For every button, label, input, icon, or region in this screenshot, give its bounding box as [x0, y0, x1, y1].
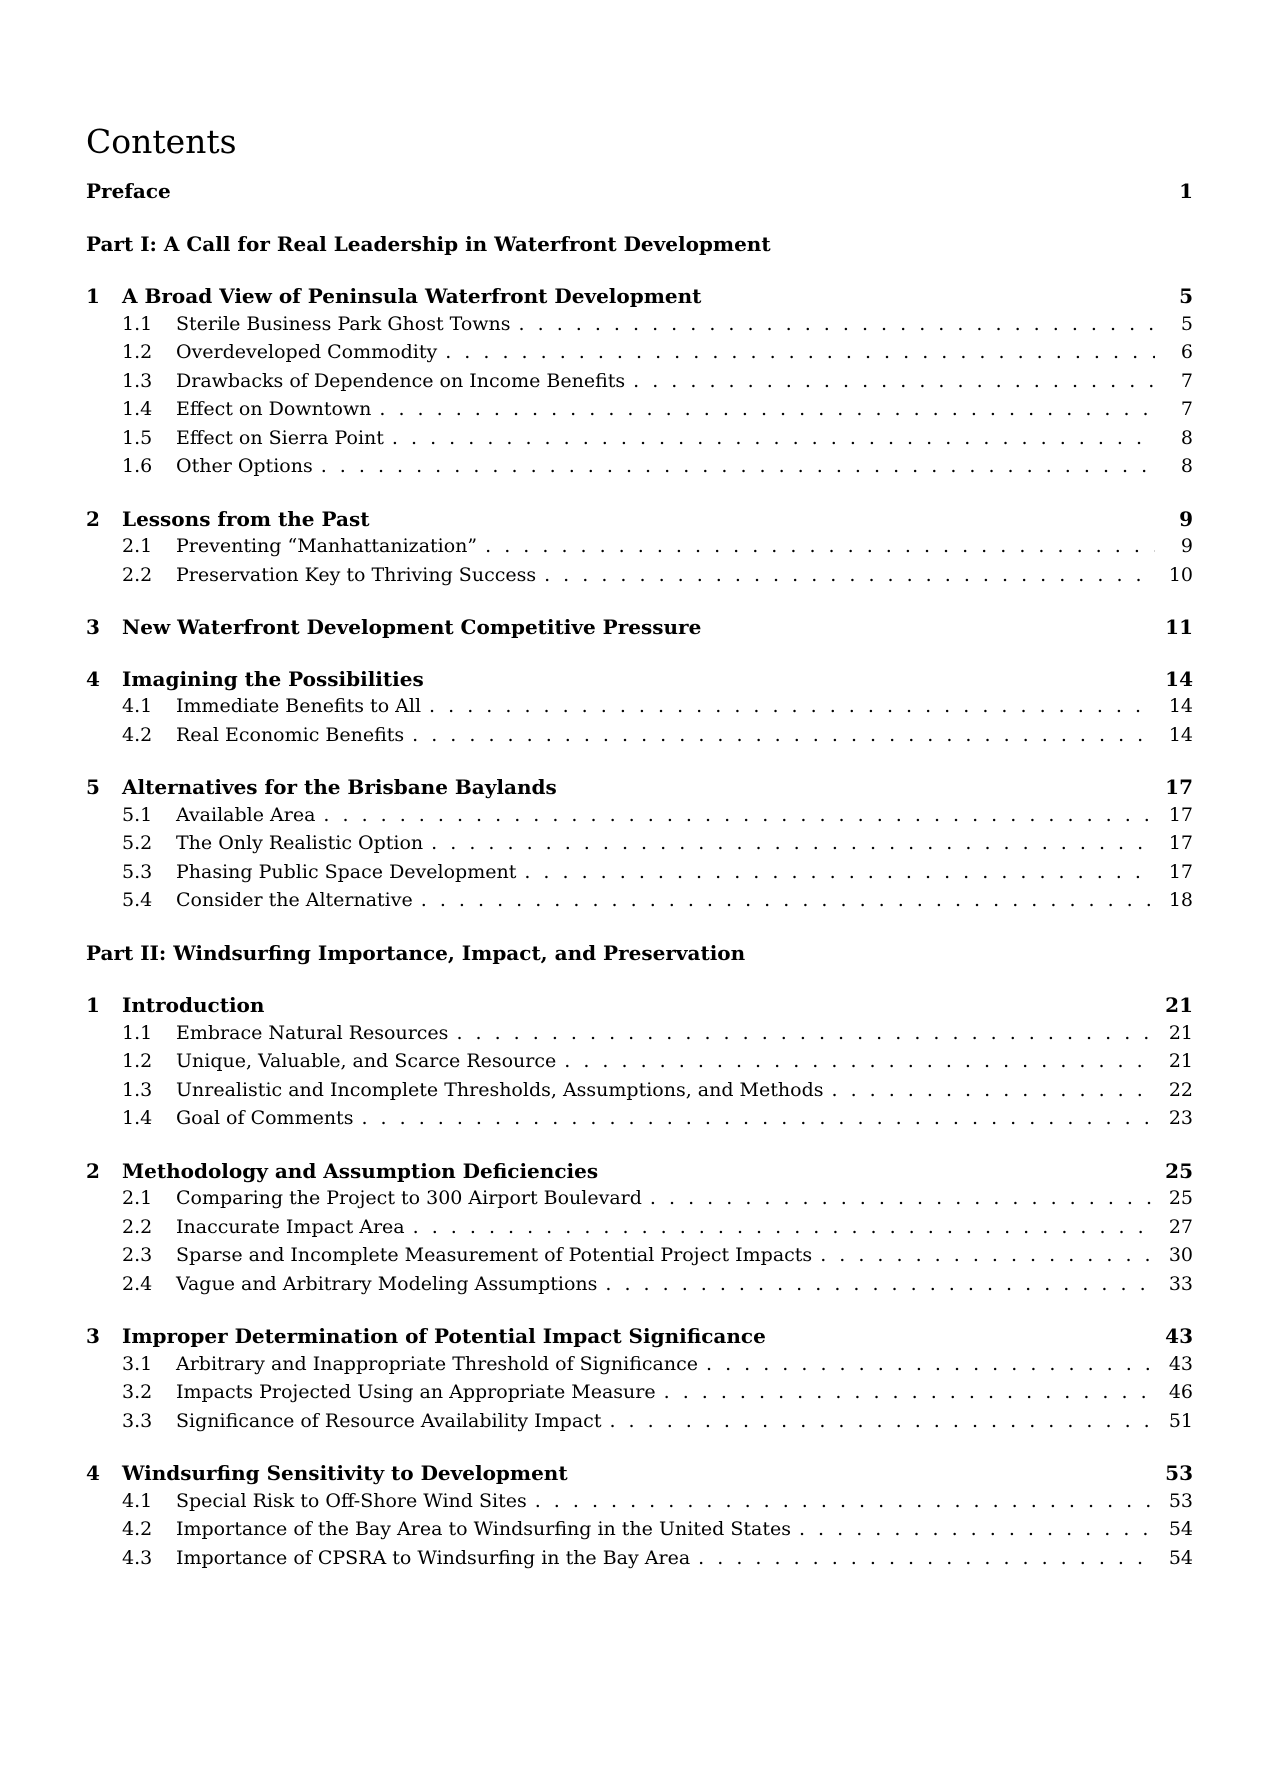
dot-leaders: [820, 1244, 1155, 1266]
chapter-title: New Waterfront Development Competitive Pressure: [122, 615, 702, 639]
section-page: 23: [1168, 1107, 1193, 1129]
section-page: 53: [1168, 1489, 1193, 1512]
toc-section-entry[interactable]: [86, 1107, 1193, 1136]
section-title: Unrealistic and Incomplete Thresholds, Assumptions, and Methods: [176, 1078, 824, 1101]
section-title: Goal of Comments: [176, 1107, 354, 1129]
toc-section-entry[interactable]: [86, 427, 1193, 456]
section-number: 1.1: [122, 1021, 153, 1044]
section-title: Preservation Key to Thriving Success: [176, 563, 537, 586]
section-title: Consider the Alternative: [176, 889, 413, 911]
section-number: 2.1: [122, 1187, 153, 1209]
section-title: Preventing “Manhattanization”: [176, 535, 478, 557]
section-number: 3.1: [122, 1352, 153, 1375]
section-page: 46: [1168, 1381, 1193, 1403]
chapter-page: 25: [1165, 1158, 1193, 1183]
preface-page: 1: [1179, 179, 1193, 203]
toc-section-entry[interactable]: [86, 1353, 1193, 1382]
toc-section-entry[interactable]: [86, 341, 1193, 370]
section-page: 43: [1168, 1352, 1193, 1375]
chapter-number: 1: [86, 284, 100, 308]
part1-heading[interactable]: [86, 232, 1193, 261]
chapter-title: Windsurfing Sensitivity to Development: [122, 1461, 568, 1485]
dot-leaders: [519, 313, 1155, 335]
toc-section-entry[interactable]: [86, 455, 1193, 484]
dot-leaders: [605, 1273, 1155, 1295]
dot-leaders: [535, 1490, 1155, 1512]
chapter-number: 4: [86, 1461, 100, 1485]
toc-section-entry[interactable]: [86, 695, 1193, 724]
section-title: Comparing the Project to 300 Airport Boulevard: [176, 1187, 642, 1209]
section-number: 2.3: [122, 1244, 153, 1266]
chapter-page: 17: [1165, 775, 1193, 799]
chapter-number: 4: [86, 666, 100, 691]
dot-leaders: [544, 564, 1155, 586]
chapter-title: Improper Determination of Potential Impact Significance: [122, 1324, 766, 1348]
section-page: 27: [1168, 1215, 1193, 1238]
section-page: 6: [1180, 341, 1193, 363]
section-page: 14: [1168, 695, 1193, 717]
chapter-number: 1: [86, 993, 100, 1017]
section-page: 51: [1168, 1409, 1193, 1432]
toc-chapter-entry[interactable]: [86, 284, 1193, 313]
chapter-page: 14: [1165, 666, 1193, 691]
section-page: 9: [1180, 535, 1193, 557]
toc-section-entry[interactable]: [86, 1547, 1193, 1576]
section-title: Importance of CPSRA to Windsurfing in the Bay Area: [176, 1546, 691, 1569]
section-page: 33: [1168, 1272, 1193, 1295]
section-title: Inaccurate Impact Area: [176, 1215, 405, 1238]
section-page: 21: [1168, 1021, 1193, 1044]
section-number: 1.1: [122, 312, 153, 335]
section-title: Sparse and Incomplete Measurement of Potential Project Impacts: [176, 1244, 813, 1266]
section-page: 30: [1168, 1244, 1193, 1266]
section-number: 1.4: [122, 398, 153, 420]
part2-title: Part II: Windsurfing Importance, Impact, and Preservation: [86, 940, 746, 965]
section-title: Embrace Natural Resources: [176, 1021, 449, 1044]
section-number: 1.4: [122, 1107, 153, 1129]
section-number: 4.3: [122, 1546, 153, 1569]
section-page: 54: [1168, 1518, 1193, 1540]
part1-title: Part I: A Call for Real Leadership in Waterfront Development: [86, 231, 771, 256]
dot-leaders: [524, 861, 1155, 883]
chapter-title: Imagining the Possibilities: [122, 666, 424, 691]
section-title: Effect on Downtown: [176, 398, 372, 420]
toc-section-entry[interactable]: [86, 1216, 1193, 1245]
toc-chapter-entry[interactable]: [86, 1159, 1193, 1188]
chapter-number: 5: [86, 775, 100, 799]
section-title: Drawbacks of Dependence on Income Benefits: [176, 369, 626, 392]
section-page: 7: [1180, 398, 1193, 420]
toc-chapter-entry[interactable]: [86, 615, 1193, 644]
dot-leaders: [429, 695, 1155, 717]
dot-leaders: [633, 370, 1155, 392]
chapter-number: 3: [86, 615, 100, 639]
dot-leaders: [831, 1079, 1155, 1101]
section-page: 17: [1168, 832, 1193, 854]
section-title: Vague and Arbitrary Modeling Assumptions: [176, 1272, 598, 1295]
section-number: 1.5: [122, 426, 153, 449]
toc-section-entry[interactable]: [86, 889, 1193, 918]
part2-chapters: [86, 993, 1193, 1598]
section-page: 54: [1168, 1546, 1193, 1569]
section-number: 5.1: [122, 803, 153, 826]
section-page: 17: [1168, 803, 1193, 826]
section-page: 5: [1180, 312, 1193, 335]
table-of-contents: [86, 122, 1193, 1598]
toc-chapter-entry[interactable]: [86, 775, 1193, 804]
section-title: Available Area: [176, 803, 316, 826]
section-number: 2.2: [122, 1215, 153, 1238]
section-title: Phasing Public Space Development: [176, 860, 517, 883]
section-number: 1.2: [122, 1050, 153, 1072]
section-page: 21: [1168, 1050, 1193, 1072]
toc-section-entry[interactable]: [86, 861, 1193, 890]
page-title: Contents: [86, 122, 237, 161]
part2-heading[interactable]: [86, 941, 1193, 970]
chapter-page: 43: [1165, 1324, 1193, 1348]
section-page: 25: [1168, 1187, 1193, 1209]
toc-section-entry[interactable]: [86, 564, 1193, 593]
section-title: Overdeveloped Commodity: [176, 341, 438, 363]
toc-chapter-entry[interactable]: [86, 667, 1193, 696]
toc-section-entry[interactable]: [86, 1490, 1193, 1519]
chapter-title: Methodology and Assumption Deficiencies: [122, 1158, 599, 1183]
chapter-title: Alternatives for the Brisbane Baylands: [122, 775, 557, 799]
dot-leaders: [361, 1107, 1155, 1129]
chapter-title: A Broad View of Peninsula Waterfront Development: [122, 284, 702, 308]
chapter-number: 2: [86, 506, 100, 531]
toc-chapter-entry[interactable]: [86, 507, 1193, 536]
toc-chapter-entry[interactable]: [86, 1324, 1193, 1353]
dot-leaders: [456, 1022, 1155, 1044]
section-title: Unique, Valuable, and Scarce Resource: [176, 1050, 557, 1072]
section-page: 8: [1180, 455, 1193, 477]
dot-leaders: [698, 1547, 1155, 1569]
section-number: 2.2: [122, 563, 153, 586]
chapter-page: 9: [1179, 506, 1193, 531]
toc-section-entry[interactable]: [86, 1518, 1193, 1547]
section-title: Significance of Resource Availability Impact: [176, 1409, 602, 1432]
section-number: 4.2: [122, 723, 153, 746]
chapter-number: 2: [86, 1158, 100, 1183]
section-number: 4.1: [122, 695, 153, 717]
section-title: Special Risk to Off-Shore Wind Sites: [176, 1489, 527, 1512]
toc-section-entry[interactable]: [86, 1079, 1193, 1108]
toc-section-entry[interactable]: [86, 1381, 1193, 1410]
chapter-title: Lessons from the Past: [122, 506, 370, 531]
toc-chapter-entry[interactable]: [86, 1461, 1193, 1490]
chapter-page: 53: [1165, 1461, 1193, 1485]
toc-section-entry[interactable]: [86, 1244, 1193, 1273]
section-title: Arbitrary and Inappropriate Threshold of Significance: [176, 1352, 698, 1375]
section-title: Immediate Benefits to All: [176, 695, 422, 717]
section-number: 1.3: [122, 369, 153, 392]
toc-section-entry[interactable]: [86, 1187, 1193, 1216]
section-number: 4.1: [122, 1489, 153, 1512]
toc-section-entry[interactable]: [86, 398, 1193, 427]
section-page: 17: [1168, 860, 1193, 883]
dot-leaders: [609, 1410, 1155, 1432]
dot-leaders: [379, 398, 1155, 420]
section-title: Effect on Sierra Point: [176, 426, 384, 449]
section-number: 1.3: [122, 1078, 153, 1101]
dot-leaders: [413, 1216, 1155, 1238]
toc-section-entry[interactable]: [86, 370, 1193, 399]
section-number: 5.4: [122, 889, 153, 911]
section-page: 14: [1168, 723, 1193, 746]
preface-title: Preface: [86, 179, 171, 203]
section-title: The Only Realistic Option: [176, 832, 424, 854]
dot-leaders: [321, 455, 1155, 477]
dot-leaders: [706, 1353, 1155, 1375]
chapter-number: 3: [86, 1324, 100, 1348]
toc-chapter-entry[interactable]: [86, 993, 1193, 1022]
toc-section-entry[interactable]: [86, 535, 1193, 564]
section-number: 2.1: [122, 535, 153, 557]
section-title: Real Economic Benefits: [176, 723, 405, 746]
section-number: 5.3: [122, 860, 153, 883]
part1-chapters: [86, 284, 1193, 941]
dot-leaders: [650, 1187, 1155, 1209]
toc-section-entry[interactable]: [86, 313, 1193, 342]
chapter-page: 11: [1165, 615, 1193, 639]
dot-leaders: [431, 832, 1155, 854]
chapter-title: Introduction: [122, 993, 265, 1017]
toc-section-entry[interactable]: [86, 832, 1193, 861]
toc-section-entry[interactable]: [86, 1273, 1193, 1302]
dot-leaders: [392, 427, 1155, 449]
section-number: 3.2: [122, 1381, 153, 1403]
section-number: 1.2: [122, 341, 153, 363]
section-page: 7: [1180, 369, 1193, 392]
dot-leaders: [799, 1518, 1155, 1540]
section-number: 5.2: [122, 832, 153, 854]
section-page: 10: [1168, 563, 1193, 586]
dot-leaders: [485, 535, 1155, 557]
chapter-page: 21: [1165, 993, 1193, 1017]
dot-leaders: [323, 804, 1155, 826]
section-number: 4.2: [122, 1518, 153, 1540]
chapter-page: 5: [1179, 284, 1193, 308]
dot-leaders: [564, 1050, 1155, 1072]
section-page: 22: [1168, 1078, 1193, 1101]
section-title: Impacts Projected Using an Appropriate Measure: [176, 1381, 656, 1403]
dot-leaders: [412, 724, 1155, 746]
section-page: 8: [1180, 426, 1193, 449]
section-number: 1.6: [122, 455, 153, 477]
dot-leaders: [664, 1381, 1155, 1403]
toc-section-entry[interactable]: [86, 1410, 1193, 1439]
dot-leaders: [421, 889, 1155, 911]
section-title: Sterile Business Park Ghost Towns: [176, 312, 511, 335]
toc-section-entry[interactable]: [86, 724, 1193, 753]
toc-section-entry[interactable]: [86, 1050, 1193, 1079]
section-title: Other Options: [176, 455, 313, 477]
section-number: 2.4: [122, 1272, 153, 1295]
toc-section-entry[interactable]: [86, 1022, 1193, 1051]
toc-section-entry[interactable]: [86, 804, 1193, 833]
section-number: 3.3: [122, 1409, 153, 1432]
toc-preface-entry[interactable]: [86, 179, 1193, 208]
dot-leaders: [445, 341, 1155, 363]
section-title: Importance of the Bay Area to Windsurfing in the United States: [176, 1518, 791, 1540]
section-page: 18: [1168, 889, 1193, 911]
